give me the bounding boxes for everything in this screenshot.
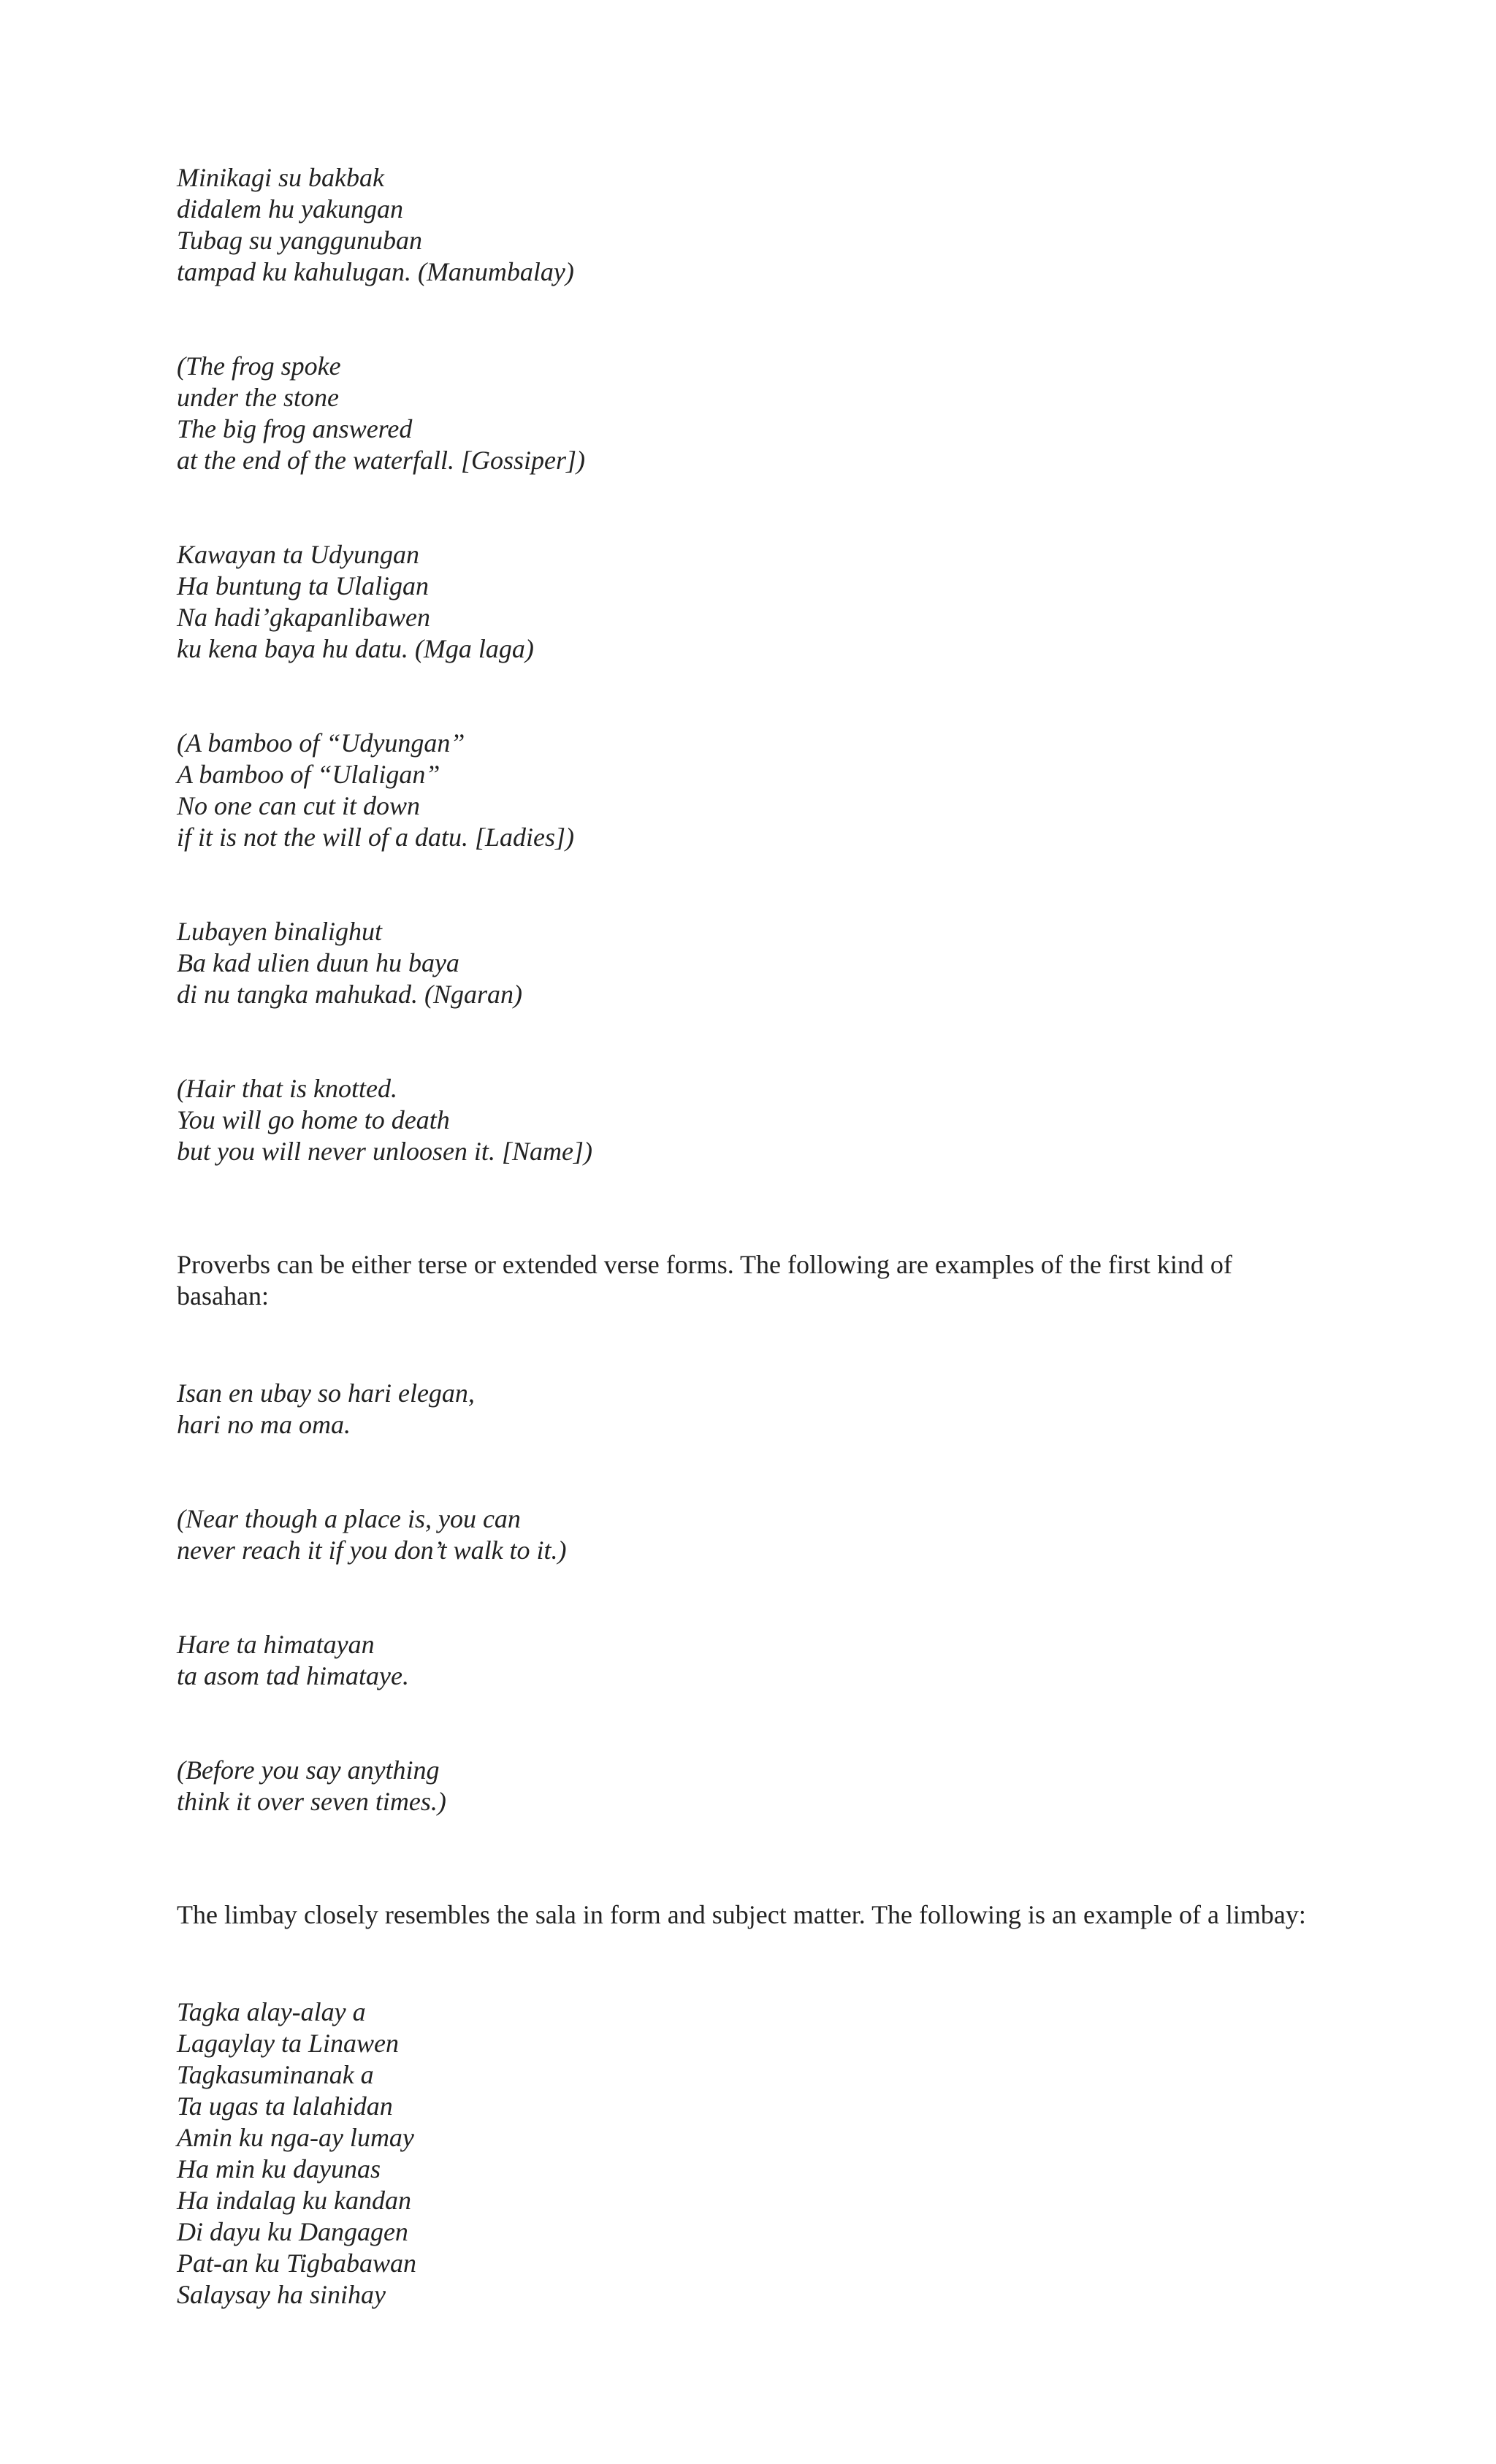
spacer (177, 1692, 1316, 1755)
spacer (177, 1818, 1316, 1899)
verse-line: hari no ma oma. (177, 1410, 351, 1439)
verse-line: Ba kad ulien duun hu baya (177, 948, 459, 977)
verse-line: Tubag su yanggunuban (177, 226, 423, 255)
spacer (177, 476, 1316, 539)
verse-line: Di dayu ku Dangagen (177, 2217, 408, 2246)
spacer (177, 1441, 1316, 1503)
paragraph-limbay-intro: The limbay closely resembles the sala in form and subject matter. The following is an example of a limbay: (177, 1900, 1306, 1929)
spacer (177, 1312, 1316, 1378)
verse-proverb-isan (177, 1378, 1316, 1441)
verse-line: No one can cut it down (177, 791, 420, 820)
verse-line: Lubayen binalighut (177, 917, 382, 946)
verse-line: Tagkasuminanak a (177, 2060, 374, 2089)
verse-line: tampad ku kahulugan. (Manumbalay) (177, 257, 574, 286)
verse-proverb-hare (177, 1629, 1316, 1692)
verse-translation-near (177, 1503, 1316, 1566)
spacer (177, 1167, 1316, 1249)
spacer (177, 665, 1316, 728)
verse-line: at the end of the waterfall. [Gossiper]) (177, 446, 585, 475)
verse-line: never reach it if you don’t walk to it.) (177, 1536, 567, 1565)
document-page (177, 162, 1316, 2311)
verse-line: A bamboo of “Ulaligan” (177, 760, 440, 789)
verse-riddle-ngaran (177, 916, 1316, 1010)
verse-line: di nu tangka mahukad. (Ngaran) (177, 980, 522, 1009)
verse-translation-before (177, 1755, 1316, 1818)
verse-line: (Hair that is knotted. (177, 1074, 397, 1103)
verse-line: Hare ta himatayan (177, 1630, 375, 1659)
verse-line: Tagka alay-alay a (177, 1997, 366, 2026)
verse-line: didalem hu yakungan (177, 194, 403, 224)
verse-line: under the stone (177, 383, 339, 412)
verse-line: Ha indalag ku kandan (177, 2186, 411, 2215)
verse-line: The big frog answered (177, 414, 413, 443)
verse-line: Kawayan ta Udyungan (177, 540, 419, 569)
verse-line: (Near though a place is, you can (177, 1504, 521, 1533)
verse-line: if it is not the will of a datu. [Ladies]) (177, 823, 575, 852)
spacer (177, 853, 1316, 916)
verse-line: (Before you say anything (177, 1755, 440, 1785)
verse-riddle-mga-laga (177, 539, 1316, 665)
verse-line: ta asom tad himataye. (177, 1661, 409, 1690)
spacer (177, 1566, 1316, 1629)
paragraph-proverbs-intro: Proverbs can be either terse or extended verse forms. The following are examples of the first kind of basahan: (177, 1250, 1232, 1311)
verse-translation-name (177, 1073, 1316, 1167)
verse-translation-gossiper (177, 351, 1316, 476)
spacer (177, 1010, 1316, 1073)
verse-line: (A bamboo of “Udyungan” (177, 728, 465, 758)
verse-line: Ha min ku dayunas (177, 2154, 381, 2183)
verse-limbay-example (177, 1996, 1316, 2311)
verse-line: ku kena baya hu datu. (Mga laga) (177, 634, 534, 663)
verse-line: Pat-an ku Tigbabawan (177, 2249, 417, 2278)
verse-line: Na hadi’gkapanlibawen (177, 603, 430, 632)
verse-line: Ha buntung ta Ulaligan (177, 571, 430, 600)
verse-line: (The frog spoke (177, 351, 341, 381)
verse-riddle-manumbalay (177, 162, 1316, 288)
verse-line: Minikagi su bakbak (177, 163, 384, 192)
verse-line: Isan en ubay so hari elegan, (177, 1378, 475, 1408)
verse-line: think it over seven times.) (177, 1787, 446, 1816)
verse-line: You will go home to death (177, 1105, 450, 1134)
verse-line: but you will never unloosen it. [Name]) (177, 1137, 592, 1166)
verse-line: Salaysay ha sinihay (177, 2280, 386, 2309)
verse-line: Amin ku nga-ay lumay (177, 2123, 414, 2152)
spacer (177, 1931, 1316, 1996)
verse-translation-ladies (177, 728, 1316, 853)
verse-line: Lagaylay ta Linawen (177, 2029, 399, 2058)
spacer (177, 288, 1316, 351)
verse-line: Ta ugas ta lalahidan (177, 2091, 393, 2121)
